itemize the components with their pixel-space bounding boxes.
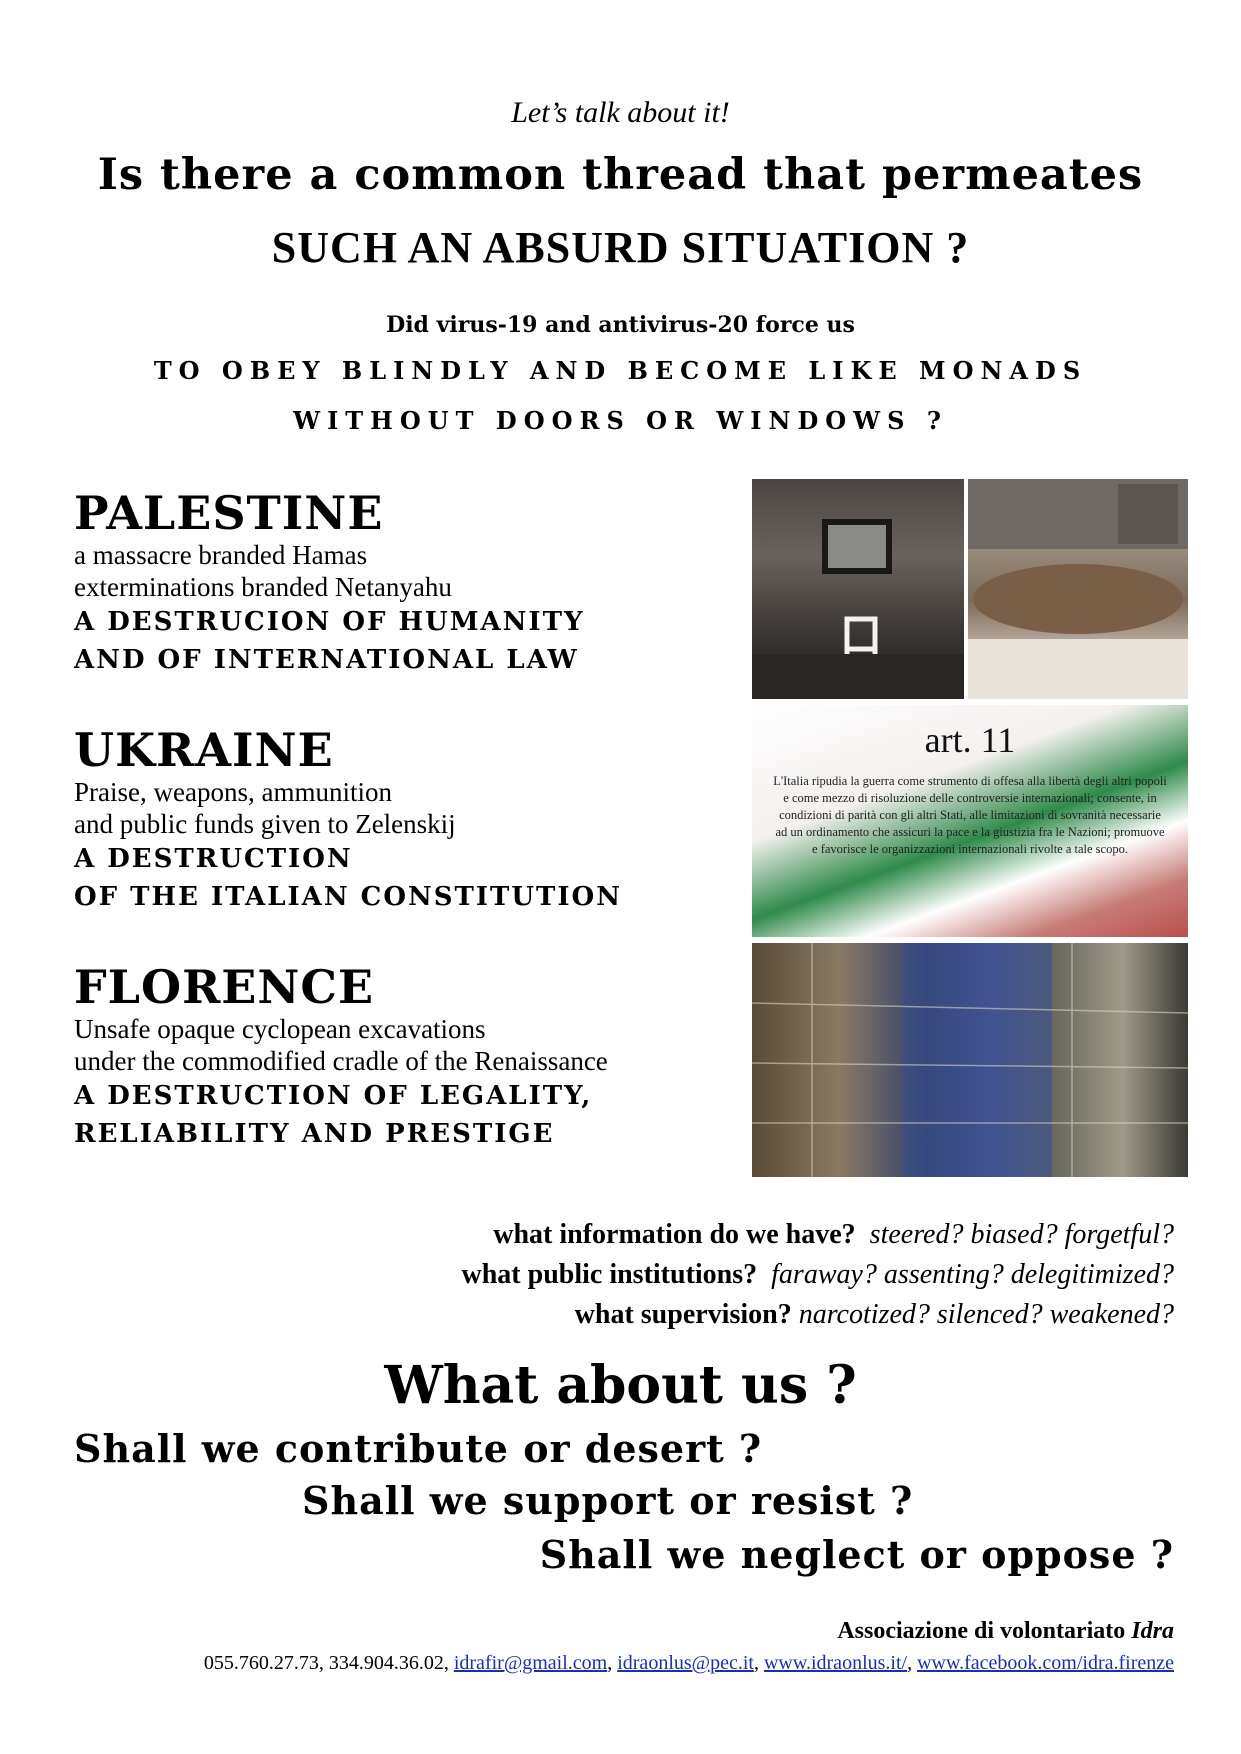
question-line-3: WITHOUT DOORS OR WINDOWS ? (293, 406, 948, 435)
info-answer: faraway? assenting? delegitimized? (771, 1259, 1174, 1290)
contacts-line: 055.760.27.73, 334.904.36.02, idrafir@gmail.com, idraonlus@pec.it, www.idraonlus.it/, www.facebook.com/idra.firenze (203, 1652, 1174, 1674)
intro-text: Let’s talk about it! (511, 96, 730, 129)
section-bold-line: A DESTRUCTION OF LEGALITY, (74, 1081, 593, 1111)
section-line: Unsafe opaque cyclopean excavations (74, 1014, 486, 1044)
section-florence (74, 961, 734, 1153)
section-line: exterminations branded Netanyahu (74, 572, 452, 602)
palestine-photos (752, 479, 1188, 699)
section-title: FLORENCE (74, 960, 375, 1014)
photo-crowd-rubble (968, 479, 1188, 699)
website-link[interactable]: www.idraonlus.it/ (763, 1652, 908, 1674)
art11-image (752, 705, 1188, 937)
info-answer: steered? biased? forgetful? (869, 1219, 1174, 1250)
photo-excavation (752, 943, 1188, 1177)
section-bold-line: RELIABILITY AND PRESTIGE (74, 1119, 555, 1149)
info-answer: narcotized? silenced? weakened? (798, 1299, 1174, 1330)
info-question: what information do we have? (493, 1219, 856, 1250)
info-question: what public institutions? (461, 1259, 758, 1290)
section-ukraine (74, 724, 734, 916)
section-bold-line: AND OF INTERNATIONAL LAW (74, 645, 579, 675)
section-title: UKRAINE (74, 723, 334, 777)
phone-numbers: 055.760.27.73, 334.904.36.02, (203, 1652, 449, 1674)
section-bold-line: OF THE ITALIAN CONSTITUTION (74, 882, 622, 912)
section-line: Praise, weapons, ammunition (74, 777, 392, 807)
section-bold-line: A DESTRUCTION (74, 844, 353, 874)
association-name (837, 1618, 1174, 1645)
email-link-1[interactable]: idrafir@gmail.com (453, 1652, 608, 1674)
info-row (74, 1295, 1174, 1335)
photo-destroyed-room (752, 479, 964, 699)
section-line: under the commodified cradle of the Renaissance (74, 1046, 608, 1076)
headline-line-2: SUCH AN ABSURD SITUATION ? (271, 223, 970, 272)
association-prefix: Associazione di volontariato (837, 1618, 1126, 1644)
info-row (74, 1215, 1174, 1255)
what-about-us-title: What about us ? (384, 1355, 857, 1416)
email-link-2[interactable]: idraonlus@pec.it (617, 1652, 754, 1674)
section-bold-line: A DESTRUCION OF HUMANITY (74, 607, 585, 637)
info-question: what supervision? (574, 1299, 792, 1330)
association-brand: Idra (1131, 1618, 1174, 1644)
section-line: a massacre branded Hamas (74, 540, 368, 570)
facebook-link[interactable]: www.facebook.com/idra.firenze (917, 1652, 1174, 1674)
question-line-1: Did virus-19 and antivirus-20 force us (386, 312, 855, 338)
shall-line-1: Shall we contribute or desert ? (74, 1426, 763, 1471)
section-title: PALESTINE (74, 486, 384, 540)
section-palestine (74, 487, 734, 679)
section-line: and public funds given to Zelenskij (74, 809, 456, 839)
info-row (74, 1255, 1174, 1295)
question-line-2: TO OBEY BLINDLY AND BECOME LIKE MONADS (153, 356, 1088, 385)
shall-line-3: Shall we neglect or oppose ? (539, 1532, 1174, 1577)
art11-title: art. 11 (924, 720, 1016, 760)
info-questions (74, 1215, 1174, 1335)
art11-text: L'Italia ripudia la guerra come strumento di offesa alla libertà degli altri popoli e come mezzo di risoluzione delle controversie internazionali; consente, in condizioni di parità con gli altri Stati, alle limitazioni di sovranità necessarie ad un ordinamento che assicuri la pace e la giustizia fra le Nazioni; promuove e favorisce le organizzazioni internazionali rivolte a tale scopo. (773, 774, 1167, 856)
headline-line-1: Is there a common thread that permeates (97, 150, 1144, 200)
shall-line-2: Shall we support or resist ? (302, 1478, 914, 1523)
